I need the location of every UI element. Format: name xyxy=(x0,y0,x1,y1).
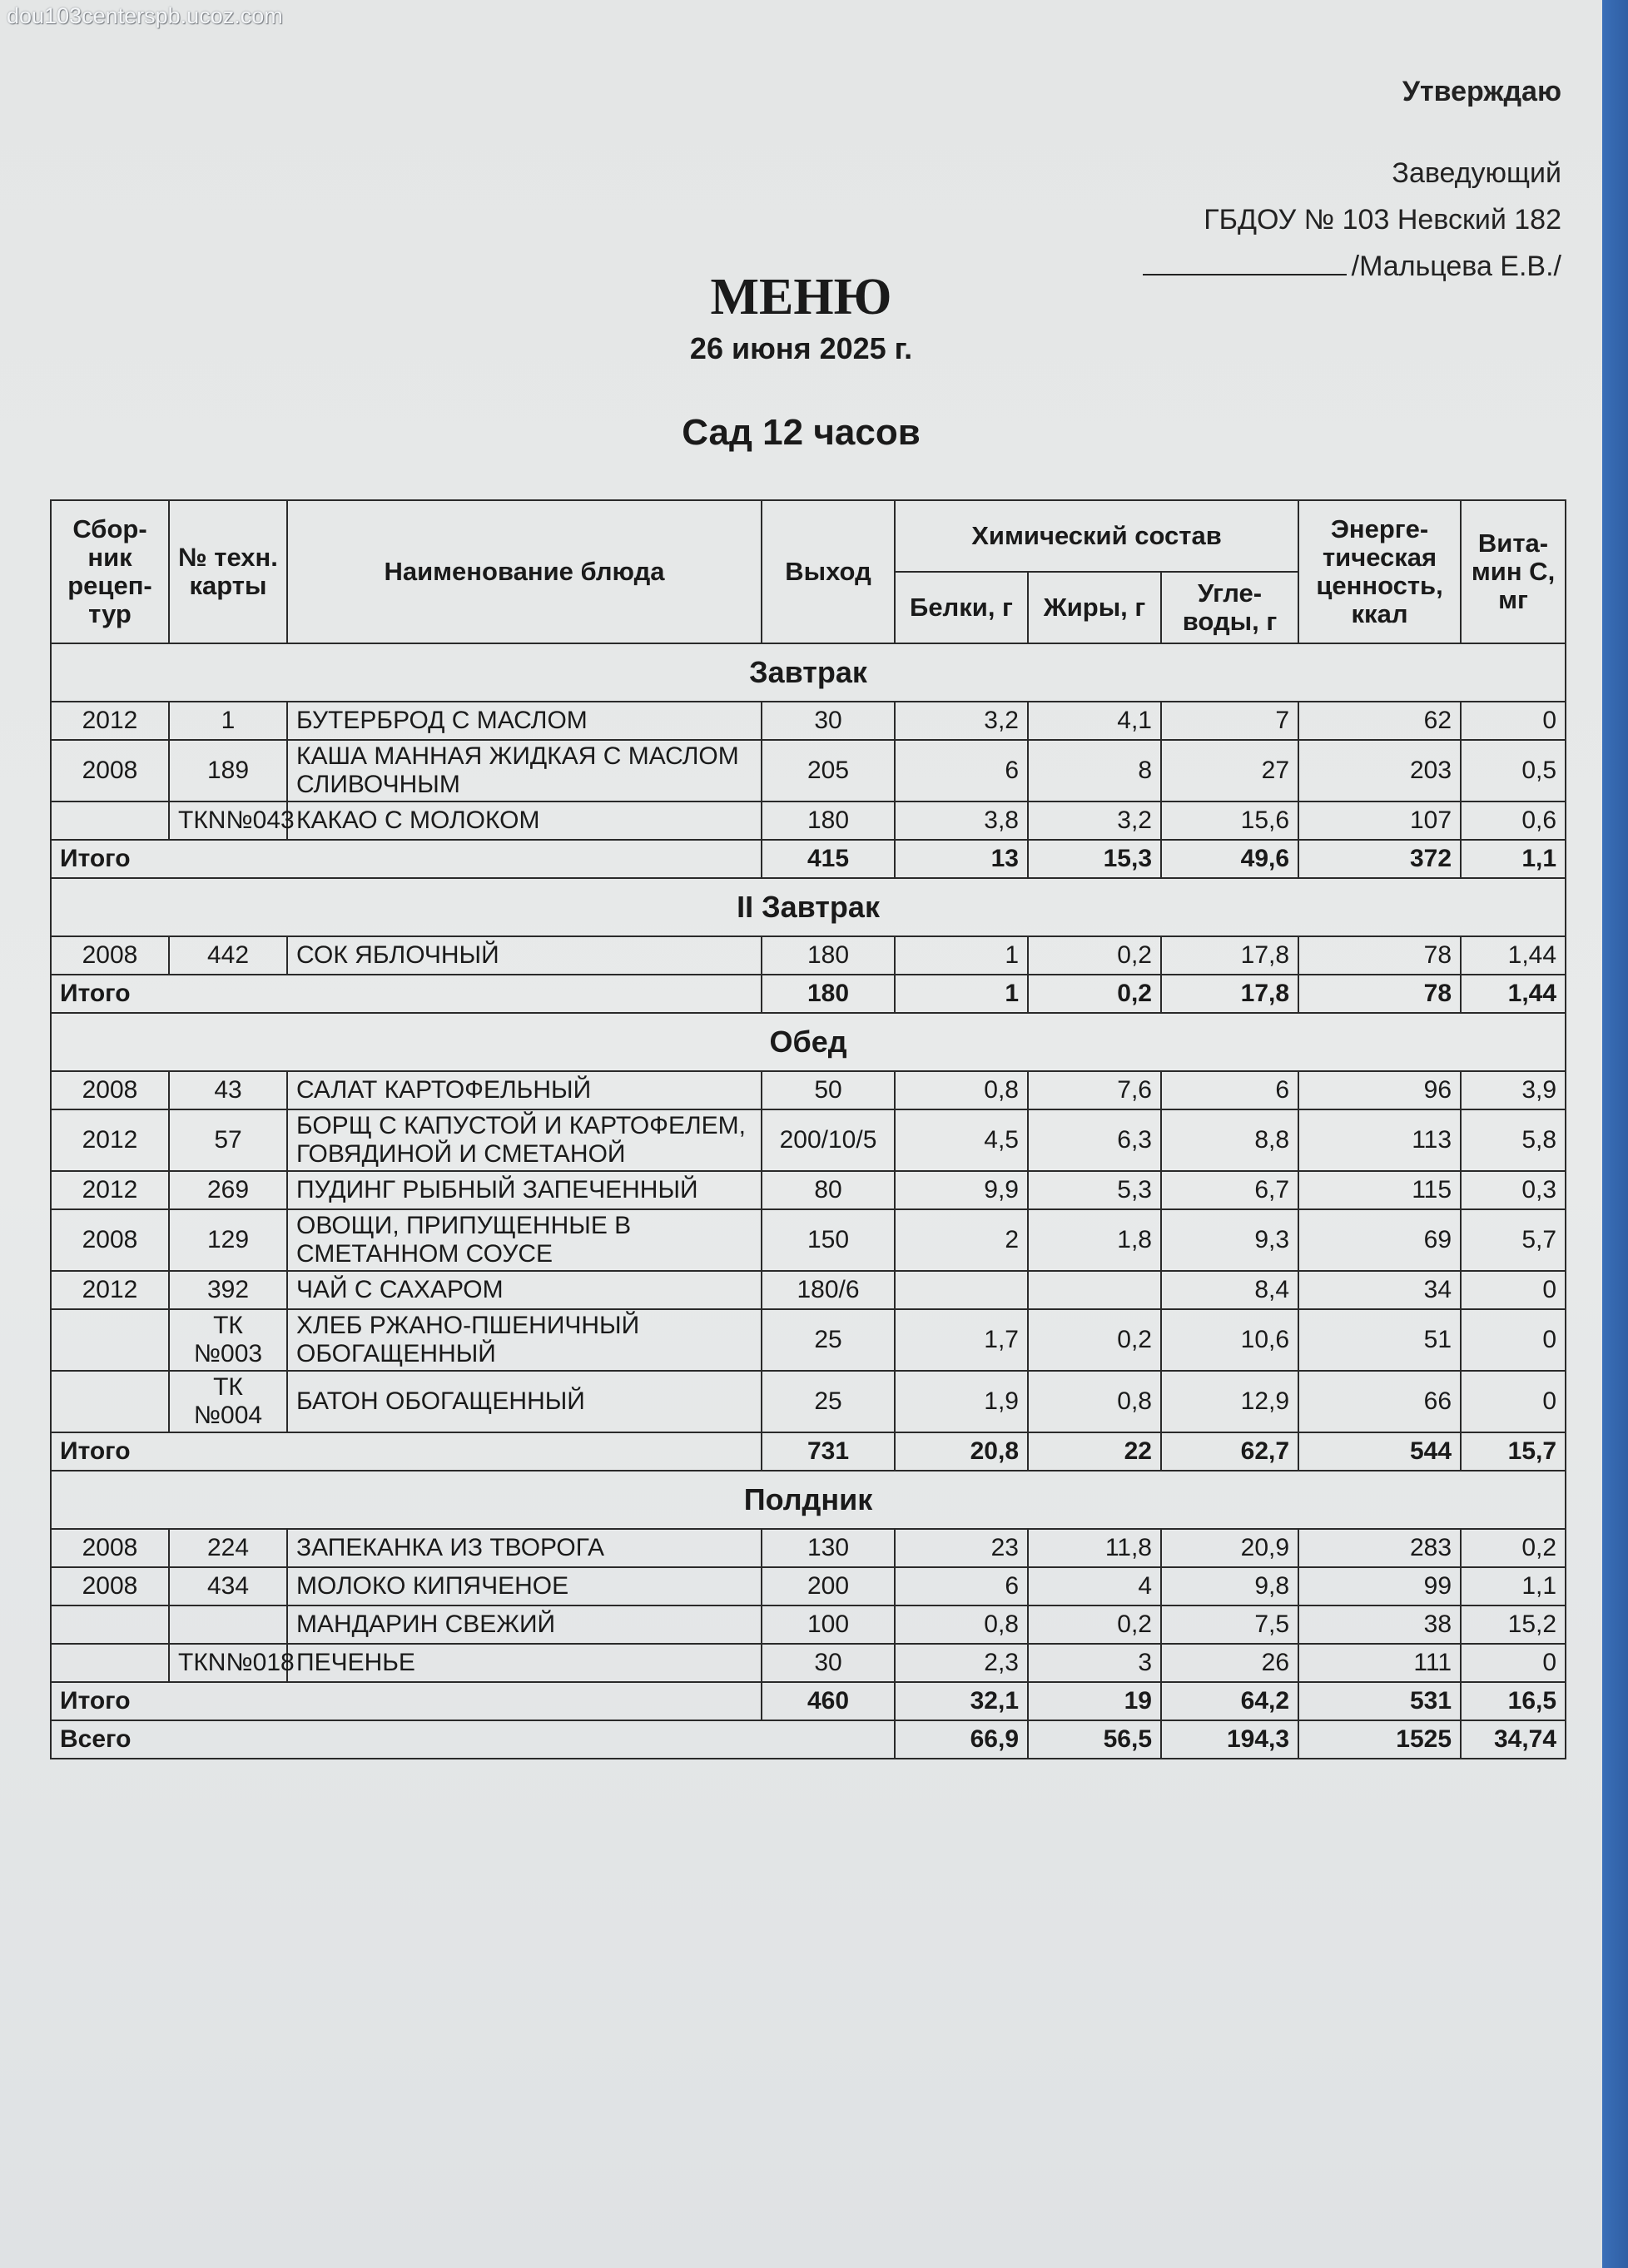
header-dish-name: Наименование блюда xyxy=(287,500,762,643)
header-energy: Энерге-тическая ценность, ккал xyxy=(1298,500,1461,643)
table-cell: 15,2 xyxy=(1461,1605,1566,1644)
table-row xyxy=(51,740,1566,801)
total-cell: 0,2 xyxy=(1028,975,1161,1013)
header-tech-card: № техн. карты xyxy=(169,500,287,643)
table-cell: 38 xyxy=(1298,1605,1461,1644)
table-cell: 0,2 xyxy=(1028,1309,1161,1371)
grand-total-label: Всего xyxy=(51,1720,895,1759)
table-row xyxy=(51,1371,1566,1432)
table-cell: 2012 xyxy=(51,1271,169,1309)
section-title: Завтрак xyxy=(51,643,1566,702)
grand-total-row xyxy=(51,1720,1566,1759)
total-cell: 372 xyxy=(1298,840,1461,878)
table-cell: БОРЩ С КАПУСТОЙ И КАРТОФЕЛЕМ, ГОВЯДИНОЙ И СМЕТАНОЙ xyxy=(287,1109,762,1171)
table-cell: 8,4 xyxy=(1161,1271,1298,1309)
table-cell: 15,6 xyxy=(1161,801,1298,840)
table-row xyxy=(51,801,1566,840)
table-cell: 1 xyxy=(895,936,1028,975)
table-cell: ОВОЩИ, ПРИПУЩЕННЫЕ В СМЕТАННОМ СОУСЕ xyxy=(287,1209,762,1271)
table-cell: 0,8 xyxy=(895,1071,1028,1109)
table-cell: 1,1 xyxy=(1461,1567,1566,1605)
table-cell: 34 xyxy=(1298,1271,1461,1309)
table-row xyxy=(51,1171,1566,1209)
table-cell: 189 xyxy=(169,740,287,801)
table-cell: 224 xyxy=(169,1529,287,1567)
total-cell: 1,44 xyxy=(1461,975,1566,1013)
table-cell xyxy=(51,801,169,840)
total-label: Итого xyxy=(51,1682,762,1720)
table-cell: 8,8 xyxy=(1161,1109,1298,1171)
total-cell: 64,2 xyxy=(1161,1682,1298,1720)
table-cell: 0,8 xyxy=(1028,1371,1161,1432)
table-cell: ТКN№018 xyxy=(169,1644,287,1682)
total-cell: 731 xyxy=(762,1432,895,1471)
table-cell: 0 xyxy=(1461,1271,1566,1309)
total-label: Итого xyxy=(51,1432,762,1471)
table-cell: 0,2 xyxy=(1028,1605,1161,1644)
table-cell: 43 xyxy=(169,1071,287,1109)
table-cell: 3,2 xyxy=(1028,801,1161,840)
menu-table xyxy=(50,499,1566,1759)
background-edge xyxy=(1602,0,1628,2268)
section-title: Полдник xyxy=(51,1471,1566,1529)
total-row xyxy=(51,840,1566,878)
table-row xyxy=(51,1209,1566,1271)
total-label: Итого xyxy=(51,975,762,1013)
table-cell: 6 xyxy=(895,740,1028,801)
table-cell: 4,1 xyxy=(1028,702,1161,740)
table-cell: 80 xyxy=(762,1171,895,1209)
header-chem-composition: Химический состав xyxy=(895,500,1298,572)
table-cell: 62 xyxy=(1298,702,1461,740)
table-cell: 5,7 xyxy=(1461,1209,1566,1271)
total-cell: 16,5 xyxy=(1461,1682,1566,1720)
table-cell: 9,9 xyxy=(895,1171,1028,1209)
header-yield: Выход xyxy=(762,500,895,643)
header-carbs: Угле-воды, г xyxy=(1161,572,1298,643)
table-row xyxy=(51,936,1566,975)
table-cell: 392 xyxy=(169,1271,287,1309)
table-cell: 130 xyxy=(762,1529,895,1567)
table-cell: 283 xyxy=(1298,1529,1461,1567)
table-cell xyxy=(51,1644,169,1682)
table-cell xyxy=(51,1605,169,1644)
grand-total-cell: 194,3 xyxy=(1161,1720,1298,1759)
section-header-row xyxy=(51,643,1566,702)
table-cell: 113 xyxy=(1298,1109,1461,1171)
approval-title: Утверждаю xyxy=(1402,76,1561,107)
table-cell: 434 xyxy=(169,1567,287,1605)
table-cell: 20,9 xyxy=(1161,1529,1298,1567)
table-cell: 200/10/5 xyxy=(762,1109,895,1171)
table-cell: 0 xyxy=(1461,1644,1566,1682)
table-row xyxy=(51,1271,1566,1309)
table-cell: ХЛЕБ РЖАНО-ПШЕНИЧНЫЙ ОБОГАЩЕННЫЙ xyxy=(287,1309,762,1371)
table-cell: 99 xyxy=(1298,1567,1461,1605)
table-cell: 78 xyxy=(1298,936,1461,975)
table-cell: 1,44 xyxy=(1461,936,1566,975)
total-cell: 531 xyxy=(1298,1682,1461,1720)
table-cell: МАНДАРИН СВЕЖИЙ xyxy=(287,1605,762,1644)
total-cell: 415 xyxy=(762,840,895,878)
group-name: Сад 12 часов xyxy=(682,412,921,453)
table-cell: 0,5 xyxy=(1461,740,1566,801)
table-cell: ЗАПЕКАНКА ИЗ ТВОРОГА xyxy=(287,1529,762,1567)
table-cell: 7,5 xyxy=(1161,1605,1298,1644)
total-cell: 1,1 xyxy=(1461,840,1566,878)
watermark: dou103centerspb.ucoz.com xyxy=(7,3,283,28)
table-cell: 180/6 xyxy=(762,1271,895,1309)
table-cell: 30 xyxy=(762,702,895,740)
menu-date: 26 июня 2025 г. xyxy=(689,331,913,365)
table-cell: 205 xyxy=(762,740,895,801)
table-cell: 2012 xyxy=(51,1171,169,1209)
table-cell: 27 xyxy=(1161,740,1298,801)
total-cell: 32,1 xyxy=(895,1682,1028,1720)
table-cell: 26 xyxy=(1161,1644,1298,1682)
header-fat: Жиры, г xyxy=(1028,572,1161,643)
header-collection: Сбор-ник рецеп-тур xyxy=(51,500,169,643)
table-row xyxy=(51,1109,1566,1171)
table-row xyxy=(51,1529,1566,1567)
table-cell: 2,3 xyxy=(895,1644,1028,1682)
table-cell xyxy=(51,1309,169,1371)
total-cell: 62,7 xyxy=(1161,1432,1298,1471)
table-cell: 11,8 xyxy=(1028,1529,1161,1567)
table-cell: 7,6 xyxy=(1028,1071,1161,1109)
table-row xyxy=(51,1309,1566,1371)
table-cell: 3,2 xyxy=(895,702,1028,740)
table-cell: 57 xyxy=(169,1109,287,1171)
table-cell: 0 xyxy=(1461,1371,1566,1432)
table-cell: 2012 xyxy=(51,702,169,740)
table-cell: 0,3 xyxy=(1461,1171,1566,1209)
approval-position: Заведующий xyxy=(1392,157,1561,189)
table-cell: 17,8 xyxy=(1161,936,1298,975)
table-cell: САЛАТ КАРТОФЕЛЬНЫЙ xyxy=(287,1071,762,1109)
menu-table-body xyxy=(51,643,1566,1759)
table-cell xyxy=(51,1371,169,1432)
total-cell: 1 xyxy=(895,975,1028,1013)
table-cell: 269 xyxy=(169,1171,287,1209)
table-cell xyxy=(895,1271,1028,1309)
table-cell xyxy=(169,1605,287,1644)
table-cell: ТК №004 xyxy=(169,1371,287,1432)
table-cell: 2 xyxy=(895,1209,1028,1271)
total-cell: 180 xyxy=(762,975,895,1013)
grand-total-cell: 66,9 xyxy=(895,1720,1028,1759)
table-cell: 203 xyxy=(1298,740,1461,801)
total-cell: 20,8 xyxy=(895,1432,1028,1471)
table-cell: ТК №003 xyxy=(169,1309,287,1371)
table-cell: ЧАЙ С САХАРОМ xyxy=(287,1271,762,1309)
grand-total-cell: 1525 xyxy=(1298,1720,1461,1759)
table-cell: 2008 xyxy=(51,740,169,801)
table-cell: 8 xyxy=(1028,740,1161,801)
table-cell: 1,7 xyxy=(895,1309,1028,1371)
approval-organization: ГБДОУ № 103 Невский 182 xyxy=(1204,204,1561,236)
table-cell: 115 xyxy=(1298,1171,1461,1209)
total-label: Итого xyxy=(51,840,762,878)
table-cell: 23 xyxy=(895,1529,1028,1567)
table-cell: 0,2 xyxy=(1461,1529,1566,1567)
grand-total-cell: 56,5 xyxy=(1028,1720,1161,1759)
total-cell: 22 xyxy=(1028,1432,1161,1471)
table-cell: 10,6 xyxy=(1161,1309,1298,1371)
table-cell: 2008 xyxy=(51,1071,169,1109)
table-cell: КАША МАННАЯ ЖИДКАЯ С МАСЛОМ СЛИВОЧНЫМ xyxy=(287,740,762,801)
table-cell: 3,8 xyxy=(895,801,1028,840)
total-row xyxy=(51,975,1566,1013)
table-cell: 5,3 xyxy=(1028,1171,1161,1209)
table-cell: 69 xyxy=(1298,1209,1461,1271)
table-cell: 9,3 xyxy=(1161,1209,1298,1271)
table-cell: 9,8 xyxy=(1161,1567,1298,1605)
table-cell: 200 xyxy=(762,1567,895,1605)
table-cell: 100 xyxy=(762,1605,895,1644)
table-cell: 5,8 xyxy=(1461,1109,1566,1171)
total-cell: 17,8 xyxy=(1161,975,1298,1013)
header-vitamin-c: Вита-мин С, мг xyxy=(1461,500,1566,643)
table-cell: 0 xyxy=(1461,1309,1566,1371)
table-cell: 0,6 xyxy=(1461,801,1566,840)
table-cell: ПУДИНГ РЫБНЫЙ ЗАПЕЧЕННЫЙ xyxy=(287,1171,762,1209)
table-cell: ТКN№043 xyxy=(169,801,287,840)
section-header-row xyxy=(51,878,1566,936)
total-cell: 460 xyxy=(762,1682,895,1720)
total-row xyxy=(51,1432,1566,1471)
table-cell: 2012 xyxy=(51,1109,169,1171)
table-cell: 25 xyxy=(762,1371,895,1432)
table-cell: 129 xyxy=(169,1209,287,1271)
table-cell: 12,9 xyxy=(1161,1371,1298,1432)
section-header-row xyxy=(51,1013,1566,1071)
table-cell: 2008 xyxy=(51,1567,169,1605)
table-cell: 6,7 xyxy=(1161,1171,1298,1209)
table-cell: 6 xyxy=(895,1567,1028,1605)
table-cell: СОК ЯБЛОЧНЫЙ xyxy=(287,936,762,975)
table-cell: 3 xyxy=(1028,1644,1161,1682)
section-title: II Завтрак xyxy=(51,878,1566,936)
table-cell: 0,8 xyxy=(895,1605,1028,1644)
table-cell: МОЛОКО КИПЯЧЕНОЕ xyxy=(287,1567,762,1605)
section-title: Обед xyxy=(51,1013,1566,1071)
table-cell: 1,9 xyxy=(895,1371,1028,1432)
total-cell: 13 xyxy=(895,840,1028,878)
table-cell: 442 xyxy=(169,936,287,975)
table-cell: КАКАО С МОЛОКОМ xyxy=(287,801,762,840)
total-cell: 544 xyxy=(1298,1432,1461,1471)
table-cell: 2008 xyxy=(51,936,169,975)
table-cell: 7 xyxy=(1161,702,1298,740)
table-cell: 50 xyxy=(762,1071,895,1109)
total-cell: 78 xyxy=(1298,975,1461,1013)
total-row xyxy=(51,1682,1566,1720)
table-cell: 4,5 xyxy=(895,1109,1028,1171)
table-cell xyxy=(1028,1271,1161,1309)
table-cell: 150 xyxy=(762,1209,895,1271)
table-row xyxy=(51,1567,1566,1605)
table-cell: 180 xyxy=(762,936,895,975)
table-row xyxy=(51,1644,1566,1682)
table-cell: 51 xyxy=(1298,1309,1461,1371)
table-cell: 30 xyxy=(762,1644,895,1682)
table-cell: 6,3 xyxy=(1028,1109,1161,1171)
table-cell: 66 xyxy=(1298,1371,1461,1432)
table-cell: 4 xyxy=(1028,1567,1161,1605)
table-cell: 111 xyxy=(1298,1644,1461,1682)
header-protein: Белки, г xyxy=(895,572,1028,643)
table-row xyxy=(51,1605,1566,1644)
table-cell: 0 xyxy=(1461,702,1566,740)
table-cell: 1 xyxy=(169,702,287,740)
table-row xyxy=(51,1071,1566,1109)
table-cell: 0,2 xyxy=(1028,936,1161,975)
table-cell: 3,9 xyxy=(1461,1071,1566,1109)
total-cell: 15,7 xyxy=(1461,1432,1566,1471)
total-cell: 15,3 xyxy=(1028,840,1161,878)
table-cell: 25 xyxy=(762,1309,895,1371)
table-cell: 6 xyxy=(1161,1071,1298,1109)
table-cell: ПЕЧЕНЬЕ xyxy=(287,1644,762,1682)
table-row xyxy=(51,702,1566,740)
section-header-row xyxy=(51,1471,1566,1529)
grand-total-cell: 34,74 xyxy=(1461,1720,1566,1759)
approval-block xyxy=(1143,68,1561,290)
table-cell: 96 xyxy=(1298,1071,1461,1109)
total-cell: 19 xyxy=(1028,1682,1161,1720)
table-cell: 107 xyxy=(1298,801,1461,840)
total-cell: 49,6 xyxy=(1161,840,1298,878)
table-cell: БУТЕРБРОД С МАСЛОМ xyxy=(287,702,762,740)
signature-name: /Мальцева Е.В./ xyxy=(1351,251,1561,282)
table-cell: 2008 xyxy=(51,1209,169,1271)
page-title: МЕНЮ xyxy=(710,269,892,325)
table-cell: БАТОН ОБОГАЩЕННЫЙ xyxy=(287,1371,762,1432)
table-cell: 1,8 xyxy=(1028,1209,1161,1271)
table-cell: 2008 xyxy=(51,1529,169,1567)
table-cell: 180 xyxy=(762,801,895,840)
